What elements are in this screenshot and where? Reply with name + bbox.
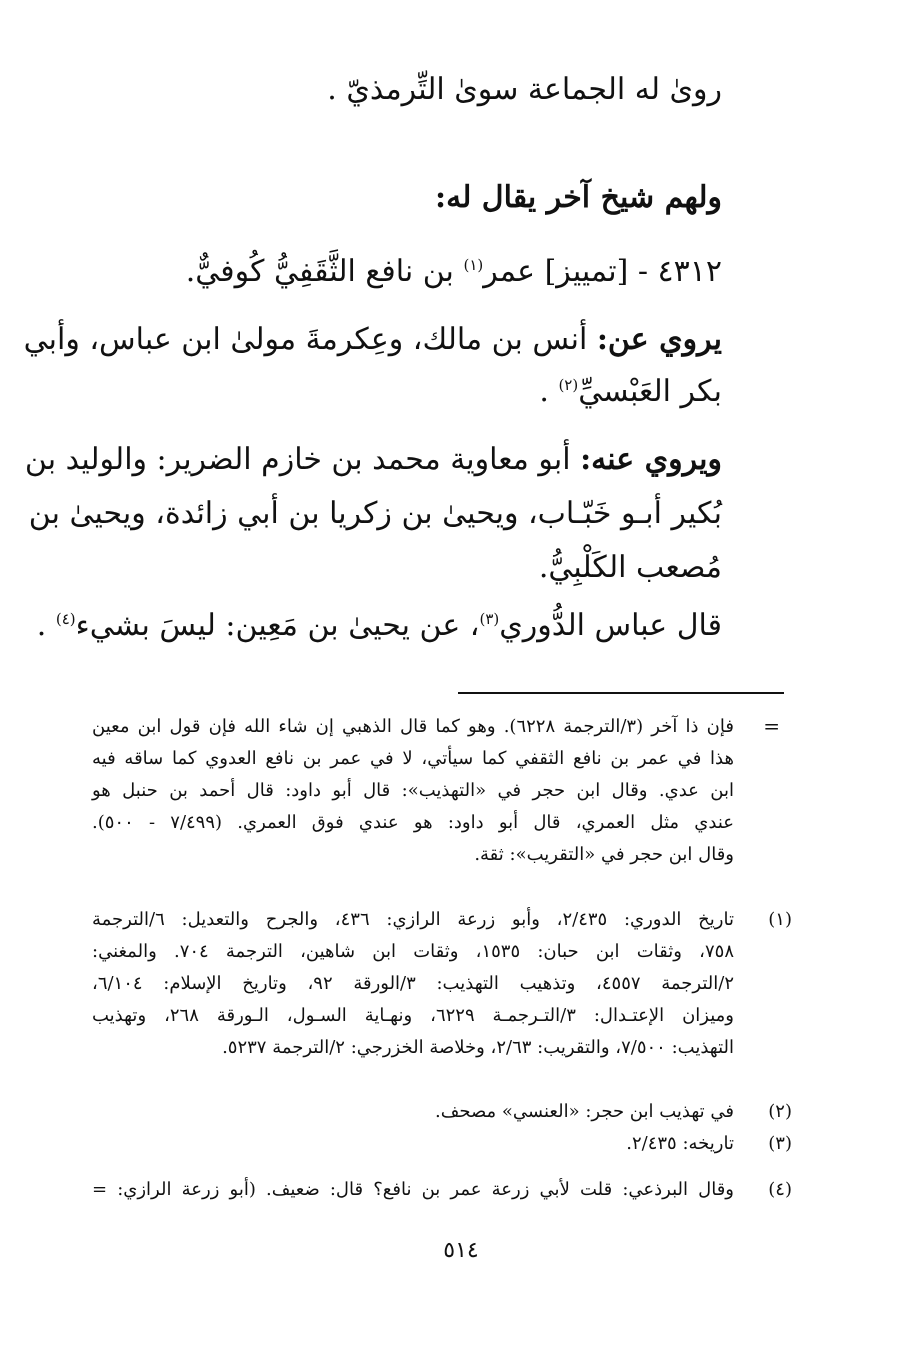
footnote-line: وقال ابن حجر في «التقريب»: ثقة. <box>474 844 734 865</box>
footnote-line: ٢/الترجمة ٤٥٥٧، وتذهيب التهذيب: ٣/الورقة ٩٢، وتاريخ الإسلام: ٦/١٠٤، <box>92 973 734 994</box>
footnote-ref: (٢) <box>558 376 579 394</box>
abbas-quote-text: ، عن يحيىٰ بن مَعِين: ليسَ بشيء <box>75 608 480 643</box>
narrated-by-line: مُصعب الكَلْبِيُّ. <box>538 550 722 585</box>
footnote-ref: (٣) <box>479 610 500 628</box>
footnote-line: التهذيب: ٧/٥٠٠، والتقريب: ٢/٦٣، وخلاصة الخزرجي: ٢/الترجمة ٥٢٣٧. <box>222 1037 734 1058</box>
narrated-by-line <box>24 438 722 482</box>
entry-title <box>92 250 722 294</box>
section-heading: ولهم شيخ آخر يقال له: <box>435 180 722 215</box>
narrates-from-text: أنس بن مالك، وعِكرمةَ مولىٰ ابن عباس، وأبي <box>23 322 597 357</box>
footnote-line: وقال البرذعي: قلت لأبي زرعة عمر بن نافع؟ قال: ضعيف. (أبو زرعة الرازي: = <box>92 1179 734 1200</box>
footnote-number: (٢) <box>768 1101 792 1122</box>
narrated-by-text: أبو معاوية محمد بن خازم الضرير: والوليد بن <box>24 442 581 477</box>
footnote-number: (٤) <box>768 1179 792 1200</box>
footnote-line: ٧٥٨، وثقات ابن حبان: ١٥٣٥، وثقات ابن شاهين، الترجمة ٧٠٤. والمغني: <box>92 941 734 962</box>
footnote-number: (٣) <box>768 1133 792 1154</box>
footnote-line: ابن عدي. وقال ابن حجر في «التهذيب»: قال أبو داود: قال أحمد بن حنبل هو <box>92 780 734 801</box>
footnote-number: (١) <box>768 909 792 930</box>
entry-title-text: بن نافع الثَّقَفِيُّ كُوفيٌّ. <box>185 254 464 289</box>
footnote-line: هذا في عمر بن نافع الثقفي كما سيأتي، لا في عمر بن نافع العدوي كما ساقه فيه <box>92 748 734 769</box>
footnote-line: وميزان الإعتـدال: ٣/التـرجمـة ٦٢٢٩، ونهـاية السـول، الـورقة ٢٦٨، وتهذيب <box>92 1005 734 1026</box>
narrates-from-label: يروي عن: <box>596 322 722 357</box>
page-number: ٥١٤ <box>443 1238 479 1263</box>
footnote-line: فإن ذا آخر (٣/الترجمة ٦٢٢٨). وهو كما قال الذهبي إن شاء الله فإن قول ابن معين <box>92 716 734 737</box>
footnote-line: تاريخه: ٢/٤٣٥. <box>626 1133 734 1154</box>
narrated-by-line: بُكير أبـو خَبّـاب، ويحيىٰ بن زكريا بن أبي زائدة، ويحيىٰ بن <box>28 496 722 531</box>
footnote-line: في تهذيب ابن حجر: «العنسي» مصحف. <box>434 1101 734 1122</box>
continuation-marker: = <box>763 714 780 738</box>
abbas-quote-text: . <box>36 608 56 643</box>
narrated-by-label: ويروي عنه: <box>580 442 722 477</box>
abbas-quote-text: قال عباس الدُّوري <box>499 608 722 643</box>
narrates-from-line <box>92 370 722 414</box>
entry-title-text: ٤٣١٢ - [تمييز] عمر <box>483 254 722 289</box>
footnote-line: تاريخ الدوري: ٢/٤٣٥، وأبو زرعة الرازي: ٤٣٦، والجرح والتعديل: ٦/الترجمة <box>92 909 734 930</box>
narrates-from-text: بكر العَبْسيِّ <box>578 374 722 409</box>
narrates-from-line <box>23 318 722 362</box>
narrates-from-text: . <box>539 374 559 409</box>
abbas-quote-line <box>36 604 722 648</box>
footnote-ref: (٤) <box>55 610 76 628</box>
paragraph-line: روىٰ له الجماعة سوىٰ التِّرمذيّ . <box>327 72 722 107</box>
footnote-ref: (١) <box>463 256 484 274</box>
footnote-line: عندي مثل العمري، قال أبو داود: هو عندي فوق العمري. (٧/٤٩٩ - ٥٠٠). <box>92 812 734 833</box>
footnote-separator <box>458 692 784 694</box>
